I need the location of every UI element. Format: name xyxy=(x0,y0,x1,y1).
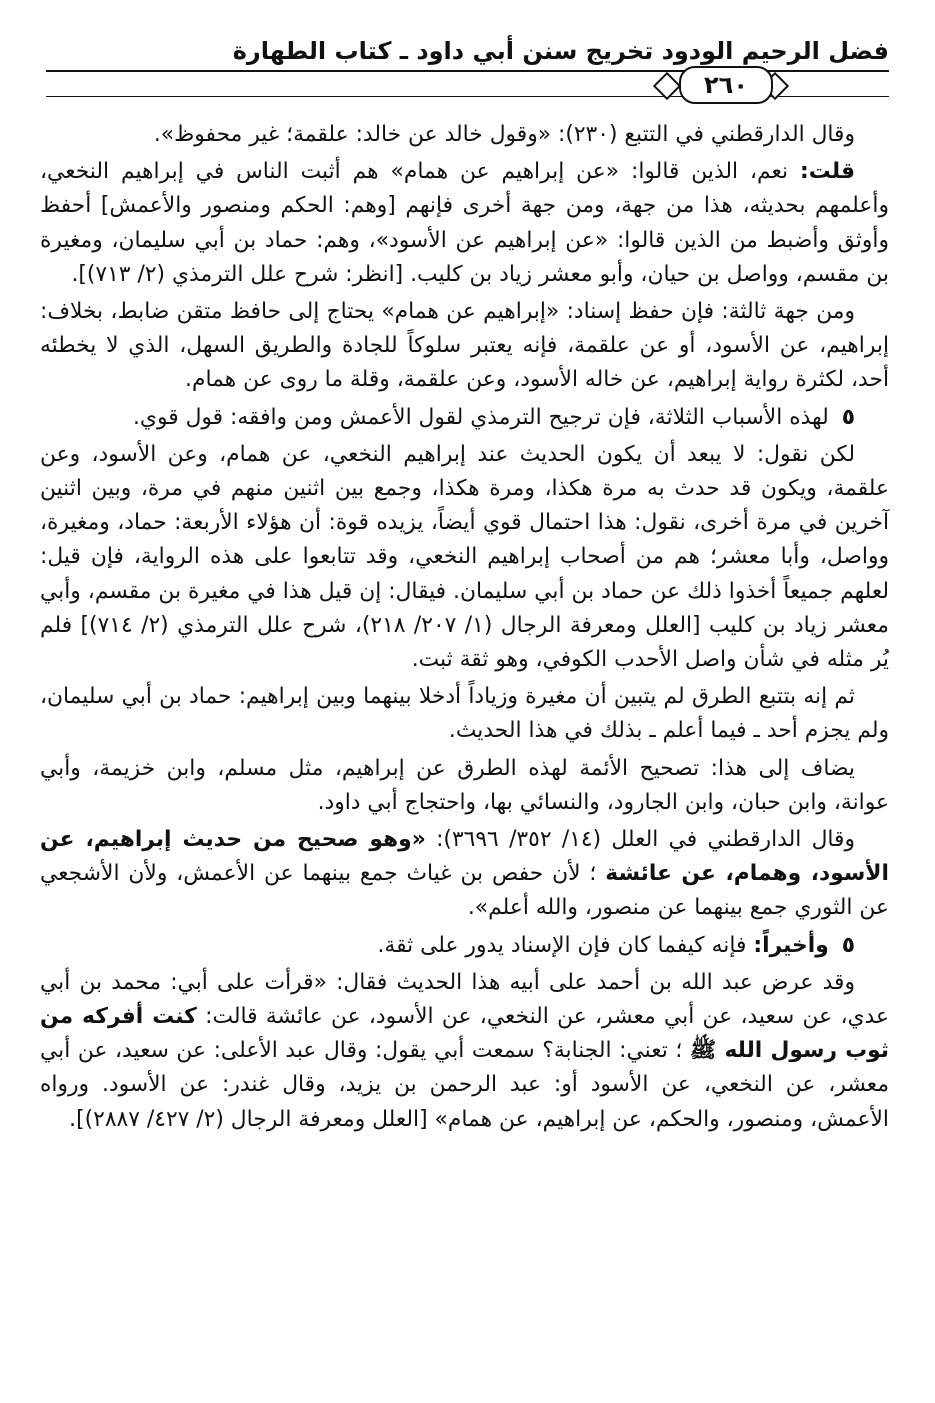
paragraph-text: فإنه كيفما كان فإن الإسناد يدور على ثقة. xyxy=(377,932,747,958)
paragraph xyxy=(40,401,889,435)
paragraph-text: ؛ لأن حفص بن غياث جمع بينهما عن الأعمش، ولأن الأشجعي عن الثوري جمع بينهما عن منصور، والله أعلم». xyxy=(40,861,889,921)
paragraph-text: نعم، الذين قالوا: «عن إبراهيم عن همام» هم أثبت الناس في إبراهيم النخعي، وأعلمهم بحديثه، هذا من جهة، ومن جهة أخرى فإنهم [وهم: الحكم ومنصور والأعمش] أحفظ وأوثق وأضبط من الذين قالوا: «عن إبراهيم عن الأسود»، وهم: حماد بن أبي سليمان، ومغيرة بن مقسم، وواصل بن حيان، وأبو معشر زياد بن كليب. [انظر: شرح علل الترمذي (٢/ ٧١٣)]. xyxy=(40,159,889,287)
paragraph: يضاف إلى هذا: تصحيح الأئمة لهذه الطرق عن إبراهيم، مثل مسلم، وابن خزيمة، وأبي عوانة، وابن حبان، وابن الجارود، والنسائي بها، واحتجاج أبي داود. xyxy=(40,755,889,815)
paragraph xyxy=(40,929,889,963)
paragraph-text: ؛ تعني: الجنابة؟ سمعت أبي يقول: وقال عبد الأعلى: عن سعيد، عن أبي معشر، عن النخعي، عن الأسود أو: عبد الرحمن بن يزيد، وقال غندر: عن الأسود. ورواه الأعمش، ومنصور، والحكم، عن إبراهيم، عن همام» [العلل ومعرفة الرجال (٢/ ٤٢٧/ ٢٨٨٧)]. xyxy=(40,1038,889,1132)
paragraph: وقال الدارقطني في التتبع (٢٣٠): «وقول خالد عن خالد: علقمة؛ غير محفوظ». xyxy=(153,122,855,147)
paragraph xyxy=(40,155,889,292)
page-number-text: ٢٦٠ xyxy=(704,71,748,99)
running-head-title: فضل الرحيم الودود تخريج سنن أبي داود ـ كتاب الطهارة xyxy=(232,37,889,65)
main-text xyxy=(40,118,889,1137)
paragraph-text: وقد عرض عبد الله بن أحمد على أبيه هذا الحديث فقال: «قرأت على أبي: محمد بن أبي عدي، عن سعيد، عن أبي معشر، عن النخعي، عن الأسود، عن عائشة قالت: xyxy=(40,969,889,1030)
paragraph: ومن جهة ثالثة: فإن حفظ إسناد: «إبراهيم عن همام» يحتاج إلى حافظ متقن ضابط، بخلاف: إبراهيم، عن الأسود، أو عن علقمة، فإنه يعتبر سلوكاً للجادة والطريق السهل، الذي لا يخطئه أحد، لكثرة رواية إبراهيم، عن خاله الأسود، وعن علقمة، وقلة ما روى عن همام. xyxy=(40,299,889,393)
paragraph-lead: قلت: xyxy=(800,159,855,185)
hadith-text: كنت أفركه من ثوب رسول الله ﷺ xyxy=(40,1004,889,1064)
paragraph: لكن نقول: لا يبعد أن يكون الحديث عند إبراهيم النخعي، عن همام، وعن الأسود، وعن علقمة، ويكون قد حدث به مرة هكذا، ومرة هكذا، وجمع بين اثنين منهم في مرة، وبين اثنين آخرين في مرة أخرى، نقول: هذا احتمال قوي أيضاً، يزيده قوة: أن هؤلاء الأربعة: حماد، ومغيرة، وواصل، وأبا معشر؛ هم من أصحاب إبراهيم النخعي، وقد تتابعوا على هذه الرواية، فإن قيل: لعلهم جميعاً أخذوا ذلك عن حماد بن أبي سليمان. فيقال: إن قيل هذا في مغيرة بن مقسم، وأبي معشر زياد بن كليب [العلل ومعرفة الرجال (١/ ٢٠٧/ ٢١٨)، شرح علل الترمذي (٢/ ٧١٤)] فلم يُر مثله في شأن واصل الأحدب الكوفي، وهو ثقة ثبت. xyxy=(40,441,889,673)
paragraph-text: وقال الدارقطني في العلل (١٤/ ٣٥٢/ ٣٦٩٦): xyxy=(425,827,855,853)
paragraph xyxy=(40,966,889,1137)
paragraph: ثم إنه بتتبع الطرق لم يتبين أن مغيرة وزياداً أدخلا بينهما وبين إبراهيم: حماد بن أبي سليمان، ولم يجزم أحد ـ فيما أعلم ـ بذلك في هذا الحديث. xyxy=(40,684,889,744)
paragraph-text: لهذه الأسباب الثلاثة، فإن ترجيح الترمذي لقول الأعمش ومن وافقه: قول قوي. xyxy=(132,404,829,430)
paragraph-lead: وأخيراً: xyxy=(753,932,829,958)
section-marker-icon: ٥ xyxy=(841,932,855,958)
paragraph xyxy=(40,823,889,926)
section-marker-icon: ٥ xyxy=(841,404,855,430)
page-number xyxy=(679,66,773,104)
quoted-ruling: «وهو صحيح من حديث إبراهيم، عن الأسود، وهمام، عن عائشة xyxy=(40,827,889,887)
